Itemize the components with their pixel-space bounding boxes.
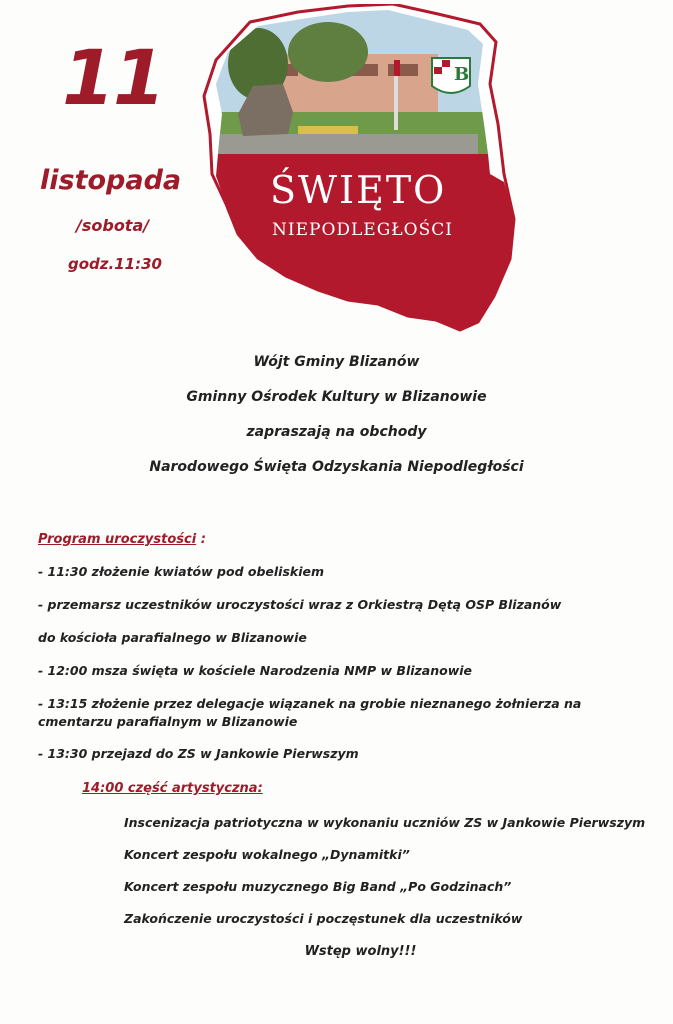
crest-letter: B <box>454 64 470 85</box>
logo-title-line2: NIEPODLEGŁOŚCI <box>272 220 453 240</box>
invitation-line-invite: zapraszają na obchody <box>246 424 427 440</box>
logo-title-line1: ŚWIĘTO <box>270 168 447 212</box>
blizanow-crest <box>432 58 470 93</box>
program-item: - 11:30 złożenie kwiatów pod obeliskiem <box>38 564 324 579</box>
program-item: - 13:15 złożenie przez delegacje wiązanek na grobie nieznanego żołnierza na cmentarzu parafialnym w Blizanowie <box>38 696 582 729</box>
independence-day-logo <box>198 4 520 336</box>
program-item: - przemarsz uczestników uroczystości wraz z Orkiestrą Dętą OSP Blizanów <box>38 597 562 612</box>
event-weekday: /sobota/ <box>76 216 150 235</box>
program-title: Program uroczystości <box>38 532 197 547</box>
artistic-part-title: 14:00 część artystyczna: <box>82 781 263 796</box>
artistic-item: Zakończenie uroczystości i poczęstunek dla uczestników <box>124 911 523 926</box>
program-item: do kościoła parafialnego w Blizanowie <box>38 630 307 645</box>
invitation-line-mayor: Wójt Gminy Blizanów <box>253 354 420 370</box>
event-month: listopada <box>40 165 182 196</box>
program-item: - 13:30 przejazd do ZS w Jankowie Pierwszym <box>38 746 359 761</box>
artistic-item: Inscenizacja patriotyczna w wykonaniu uczniów ZS w Jankowie Pierwszym <box>124 815 646 830</box>
event-day: 11 <box>62 33 164 122</box>
invitation-block <box>0 352 673 492</box>
artistic-item: Koncert zespołu muzycznego Big Band „Po Godzinach” <box>124 879 512 894</box>
invitation-line-event: Narodowego Święta Odzyskania Niepodległości <box>149 459 524 475</box>
program-title-suffix: : <box>196 532 206 547</box>
invitation-line-culture-center: Gminny Ośrodek Kultury w Blizanowie <box>186 389 487 405</box>
program-heading <box>38 528 658 547</box>
artistic-item: Koncert zespołu wokalnego „Dynamitki” <box>124 847 410 862</box>
program-item: - 12:00 msza święta w kościele Narodzenia NMP w Blizanowie <box>38 663 473 678</box>
free-entry-note: Wstęp wolny!!! <box>304 944 417 959</box>
artistic-part-list <box>124 814 664 942</box>
program-section <box>38 528 658 763</box>
event-time: godz.11:30 <box>68 255 162 273</box>
